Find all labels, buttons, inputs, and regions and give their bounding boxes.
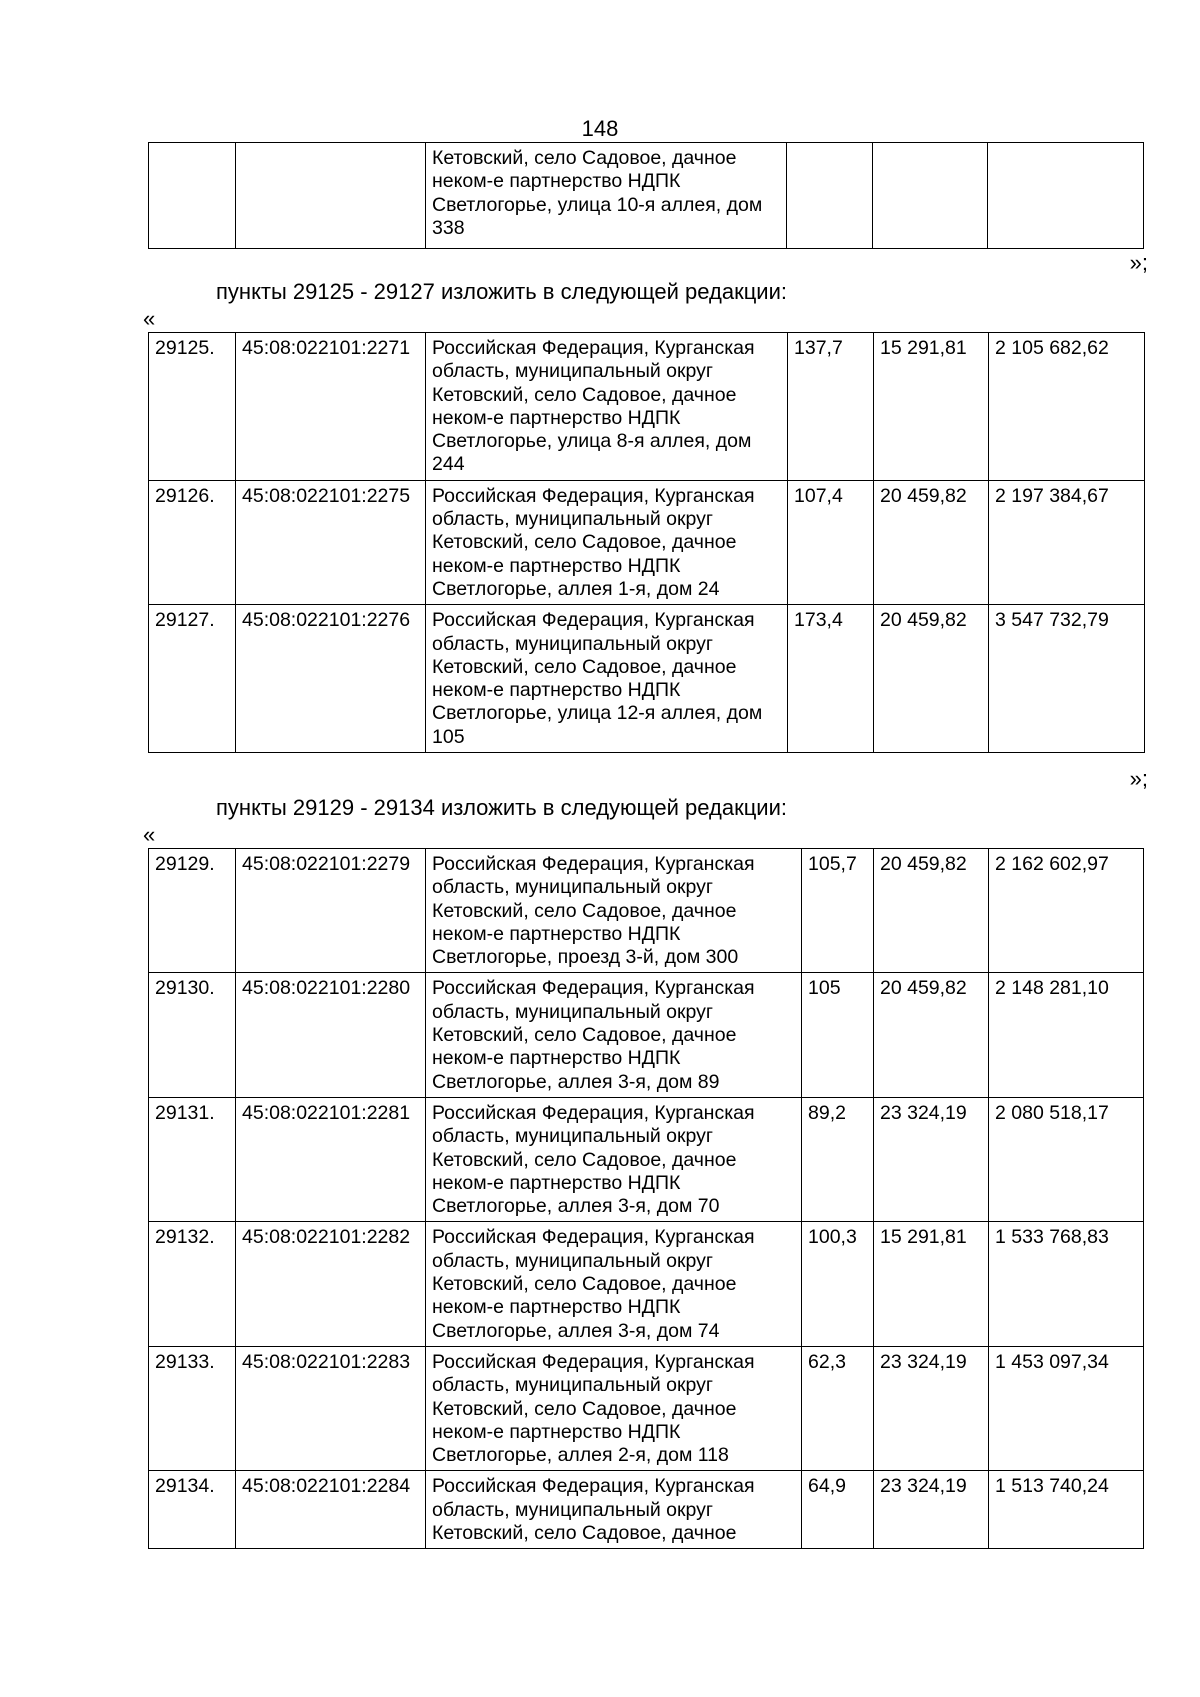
- closing-quote: »;: [1129, 766, 1148, 791]
- address: Российская Федерация, Курганская область, муниципальный округ Кетовский, село Садовое, дачное неком-е партнерство НДПК Светлогорье, аллея 3-я, дом 74: [426, 1222, 802, 1346]
- rate: 23 324,19: [874, 1471, 989, 1549]
- area: 137,7: [788, 333, 874, 481]
- rate: 15 291,81: [874, 1222, 989, 1346]
- cadastral-value: 2 162 602,97: [989, 849, 1144, 973]
- area: 105: [802, 973, 874, 1097]
- rate: 20 459,82: [874, 973, 989, 1097]
- cadastral-number: 45:08:022101:2279: [236, 849, 426, 973]
- cadastral-value: 1 453 097,34: [989, 1346, 1144, 1470]
- row-number: 29130.: [149, 973, 236, 1097]
- rate: 20 459,82: [874, 480, 989, 604]
- cadastral-number: 45:08:022101:2281: [236, 1097, 426, 1221]
- cadastral-value: 1 513 740,24: [989, 1471, 1144, 1549]
- cadastral-number: 45:08:022101:2284: [236, 1471, 426, 1549]
- address: Российская Федерация, Курганская область, муниципальный округ Кетовский, село Садовое, дачное неком-е партнерство НДПК Светлогорье, аллея 2-я, дом 118: [426, 1346, 802, 1470]
- cadastral-number: [236, 143, 426, 249]
- address: Российская Федерация, Курганская область, муниципальный округ Кетовский, село Садовое, дачное: [426, 1471, 802, 1549]
- row-number: 29133.: [149, 1346, 236, 1470]
- table-row: [149, 1471, 1144, 1549]
- rate: [873, 143, 988, 249]
- area: 64,9: [802, 1471, 874, 1549]
- cadastral-value: 2 080 518,17: [989, 1097, 1144, 1221]
- continuation-table: [148, 142, 1144, 249]
- row-number: [149, 143, 236, 249]
- opening-quote: «: [143, 822, 156, 847]
- rate: 20 459,82: [874, 605, 989, 753]
- address: Российская Федерация, Курганская область, муниципальный округ Кетовский, село Садовое, дачное неком-е партнерство НДПК Светлогорье, проезд 3-й, дом 300: [426, 849, 802, 973]
- cadastral-number: 45:08:022101:2282: [236, 1222, 426, 1346]
- cadastral-value: [988, 143, 1144, 249]
- area: 100,3: [802, 1222, 874, 1346]
- cadastral-value: 2 148 281,10: [989, 973, 1144, 1097]
- table-row: [149, 480, 1145, 604]
- cadastral-number: 45:08:022101:2280: [236, 973, 426, 1097]
- area: [787, 143, 873, 249]
- row-number: 29134.: [149, 1471, 236, 1549]
- address: Российская Федерация, Курганская область, муниципальный округ Кетовский, село Садовое, дачное неком-е партнерство НДПК Светлогорье, аллея 1-я, дом 24: [426, 480, 788, 604]
- table-row: [149, 333, 1145, 481]
- cadastral-value: 2 105 682,62: [989, 333, 1145, 481]
- area: 105,7: [802, 849, 874, 973]
- opening-quote: «: [143, 306, 156, 331]
- rate: 15 291,81: [874, 333, 989, 481]
- area: 173,4: [788, 605, 874, 753]
- address: Российская Федерация, Курганская область, муниципальный округ Кетовский, село Садовое, дачное неком-е партнерство НДПК Светлогорье, улица 12-я аллея, дом 105: [426, 605, 788, 753]
- cadastral-number: 45:08:022101:2271: [236, 333, 426, 481]
- table-row: [149, 143, 1144, 249]
- row-number: 29131.: [149, 1097, 236, 1221]
- table-row: [149, 1097, 1144, 1221]
- address: Кетовский, село Садовое, дачное неком-е партнерство НДПК Светлогорье, улица 10-я аллея, дом 338: [426, 143, 787, 249]
- address: Российская Федерация, Курганская область, муниципальный округ Кетовский, село Садовое, дачное неком-е партнерство НДПК Светлогорье, аллея 3-я, дом 89: [426, 973, 802, 1097]
- cadastral-value: 3 547 732,79: [989, 605, 1145, 753]
- address: Российская Федерация, Курганская область, муниципальный округ Кетовский, село Садовое, дачное неком-е партнерство НДПК Светлогорье, улица 8-я аллея, дом 244: [426, 333, 788, 481]
- cadastral-value: 1 533 768,83: [989, 1222, 1144, 1346]
- row-number: 29125.: [149, 333, 236, 481]
- cadastral-number: 45:08:022101:2283: [236, 1346, 426, 1470]
- area: 107,4: [788, 480, 874, 604]
- rate: 20 459,82: [874, 849, 989, 973]
- table-row: [149, 605, 1145, 753]
- table-row: [149, 973, 1144, 1097]
- table-row: [149, 1222, 1144, 1346]
- closing-quote: »;: [1129, 250, 1148, 275]
- address: Российская Федерация, Курганская область, муниципальный округ Кетовский, село Садовое, дачное неком-е партнерство НДПК Светлогорье, аллея 3-я, дом 70: [426, 1097, 802, 1221]
- table-row: [149, 849, 1144, 973]
- row-number: 29129.: [149, 849, 236, 973]
- row-number: 29132.: [149, 1222, 236, 1346]
- row-number: 29127.: [149, 605, 236, 753]
- row-number: 29126.: [149, 480, 236, 604]
- cadastral-value: 2 197 384,67: [989, 480, 1145, 604]
- rate: 23 324,19: [874, 1097, 989, 1221]
- amendment-instruction: пункты 29129 - 29134 изложить в следующей редакции:: [216, 795, 788, 820]
- amendment-instruction: пункты 29125 - 29127 изложить в следующей редакции:: [216, 279, 788, 304]
- area: 89,2: [802, 1097, 874, 1221]
- table-row: [149, 1346, 1144, 1470]
- amendment-table-2: [148, 848, 1144, 1549]
- cadastral-number: 45:08:022101:2275: [236, 480, 426, 604]
- page-number: 148: [581, 116, 619, 141]
- amendment-table-1: [148, 332, 1145, 753]
- cadastral-number: 45:08:022101:2276: [236, 605, 426, 753]
- rate: 23 324,19: [874, 1346, 989, 1470]
- area: 62,3: [802, 1346, 874, 1470]
